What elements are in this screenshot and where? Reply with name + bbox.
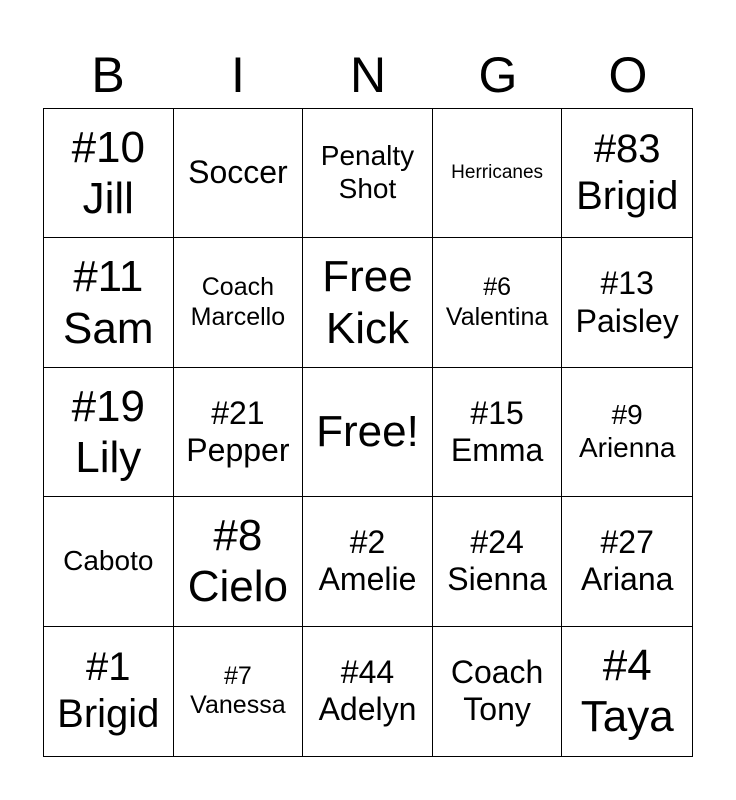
cell-text: #11 Sam [63, 252, 154, 353]
cell-text: #24 Sienna [447, 523, 547, 598]
bingo-cell[interactable] [562, 368, 692, 497]
bingo-cell[interactable] [562, 109, 692, 238]
bingo-cell[interactable] [44, 238, 174, 367]
bingo-cell[interactable] [433, 627, 563, 756]
bingo-cell[interactable] [44, 497, 174, 626]
bingo-cell[interactable] [174, 368, 304, 497]
cell-text: #83 Brigid [576, 127, 679, 219]
cell-text: #44 Adelyn [318, 653, 417, 728]
free-space-text: Free! [316, 407, 419, 457]
cell-text: #10 Jill [71, 122, 145, 224]
bingo-header [43, 42, 693, 108]
cell-text: #8 Cielo [187, 510, 289, 612]
header-letter-o: O [608, 47, 648, 103]
cell-text: Free Kick [322, 252, 413, 353]
bingo-cell[interactable] [562, 497, 692, 626]
bingo-cell[interactable] [174, 497, 304, 626]
bingo-cell[interactable] [303, 627, 433, 756]
cell-text: #7 Vanessa [190, 662, 286, 720]
bingo-cell[interactable] [44, 368, 174, 497]
bingo-cell[interactable] [433, 109, 563, 238]
bingo-cell[interactable] [562, 627, 692, 756]
cell-text: #9 Arienna [578, 399, 676, 463]
free-space-cell[interactable] [303, 368, 433, 497]
cell-text: Soccer [188, 154, 288, 191]
bingo-cell[interactable] [433, 497, 563, 626]
bingo-cell[interactable] [303, 497, 433, 626]
bingo-cell[interactable] [174, 109, 304, 238]
cell-text: #21 Pepper [186, 394, 290, 468]
cell-text: Coach Marcello [190, 273, 286, 331]
cell-text: Coach Tony [450, 653, 544, 728]
cell-text: #1 Brigid [57, 645, 160, 737]
bingo-cell[interactable] [44, 109, 174, 238]
header-letter-i: I [231, 47, 245, 103]
header-letter-n: N [349, 47, 387, 103]
cell-text: #27 Ariana [580, 523, 674, 598]
header-letter-b: B [91, 47, 125, 103]
header-letter-g: G [478, 47, 518, 103]
bingo-cell[interactable] [433, 368, 563, 497]
cell-text: #6 Valentina [445, 273, 549, 331]
cell-text: #15 Emma [450, 394, 544, 468]
cell-text: Caboto [63, 545, 154, 577]
cell-text: Herricanes [451, 162, 544, 184]
cell-text: #4 Taya [580, 640, 674, 742]
bingo-cell[interactable] [303, 109, 433, 238]
cell-text: #13 Paisley [575, 265, 679, 339]
bingo-cell[interactable] [303, 238, 433, 367]
cell-text: #2 Amelie [318, 523, 417, 598]
bingo-cell[interactable] [44, 627, 174, 756]
cell-text: #19 Lily [71, 381, 145, 482]
bingo-cell[interactable] [174, 238, 304, 367]
bingo-board [43, 108, 693, 757]
bingo-cell[interactable] [433, 238, 563, 367]
cell-text: Penalty Shot [320, 140, 415, 205]
bingo-cell[interactable] [174, 627, 304, 756]
bingo-cell[interactable] [562, 238, 692, 367]
